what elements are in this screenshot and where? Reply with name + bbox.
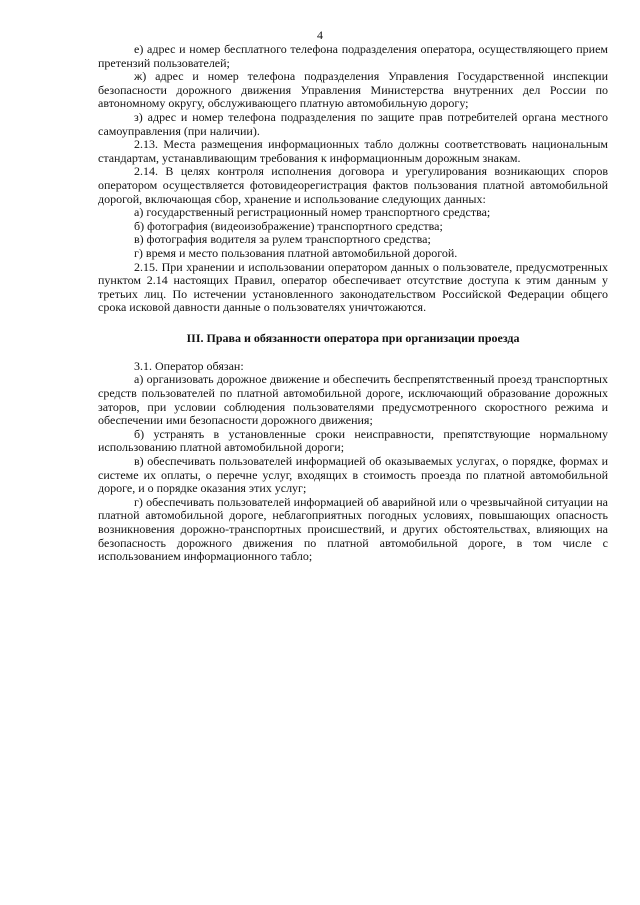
- paragraph-2-14-b: б) фотография (видеоизображение) транспортного средства;: [134, 218, 443, 233]
- paragraph-3-1: 3.1. Оператор обязан:: [134, 358, 244, 373]
- paragraph-z: з) адрес и номер телефона подразделения по защите прав потребителей органа местного самоуправления (при наличии).: [98, 109, 608, 138]
- paragraph-3-1-g: г) обеспечивать пользователей информацией об аварийной или о чрезвычайной ситуации на платной автомобильной дороге, неблагоприятных погодных условиях, повышающих опасность возникновения дорожно-транспортных происшествий, и других обстоятельствах, влияющих на безопасность дорожного движения по платной автомобильной дороге, в том числе с использованием информационного табло;: [98, 494, 608, 564]
- paragraph-2-14-a: а) государственный регистрационный номер транспортного средства;: [134, 205, 491, 220]
- paragraph-3-1-a: а) организовать дорожное движение и обеспечить беспрепятственный проезд транспортных средств пользователей по платной автомобильной дороге, исключающий образование дорожных заторов, при условии соблюдения пользователями предусмотренного скоростного режима и обеспечении ими безопасности дорожного движения;: [98, 372, 608, 428]
- document-body: [98, 43, 608, 564]
- page-number: 4: [317, 28, 323, 42]
- paragraph-2-14: 2.14. В целях контроля исполнения договора и урегулирования возникающих споров оператором осуществляется фотовидеорегистрация фактов пользования платной автомобильной дорогой, включающая сбор, хранение и использование следующих данных:: [98, 164, 608, 206]
- paragraph-zh: ж) адрес и номер телефона подразделения Управления Государственной инспекции безопасности дорожного движения Управления Министерства внутренних дел России по автономному округу, обслуживающего платную автомобильную дорогу;: [98, 69, 608, 111]
- paragraph-2-13: 2.13. Места размещения информационных табло должны соответствовать национальным стандартам, устанавливающим требования к информационным дорожным знакам.: [98, 137, 608, 165]
- paragraph-2-14-v: в) фотография водителя за рулем транспортного средства;: [134, 232, 431, 247]
- paragraph-e: е) адрес и номер бесплатного телефона подразделения оператора, осуществляющего прием претензий пользователей;: [98, 42, 608, 70]
- paragraph-3-1-v: в) обеспечивать пользователей информацией об оказываемых услугах, о порядке, формах и системе их оплаты, о перечне услуг, входящих в стоимость проезда по платной автомобильной дороге, и о порядке оказания этих услуг;: [98, 454, 608, 496]
- paragraph-3-1-b: б) устранять в установленные сроки неисправности, препятствующие нормальному использованию платной автомобильной дороги;: [98, 426, 608, 455]
- paragraph-2-15: 2.15. При хранении и использовании оператором данных о пользователе, предусмотренных пунктом 2.14 настоящих Правил, оператор обеспечивает отсутствие доступа к этим данным у третьих лиц. По истечении установленного законодательством Российской Федерации общего срока исковой давности данные о пользователях уничтожаются.: [98, 259, 608, 315]
- section-heading: III. Права и обязанности оператора при организации проезда: [186, 330, 520, 345]
- paragraph-2-14-g: г) время и место пользования платной автомобильной дорогой.: [134, 245, 458, 260]
